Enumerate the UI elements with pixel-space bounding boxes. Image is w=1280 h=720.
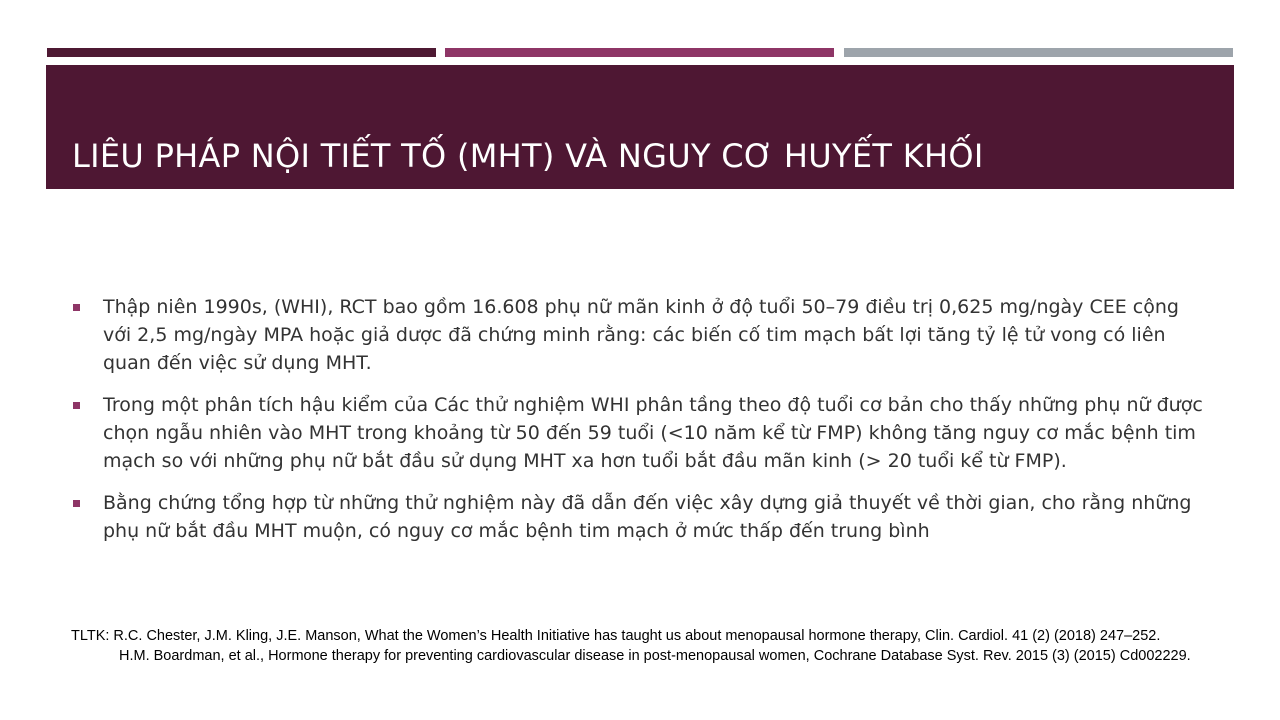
references <box>71 626 1211 666</box>
accent-bar-dark <box>47 48 436 57</box>
accent-bar-gray <box>844 48 1233 57</box>
bullet-text: Thập niên 1990s, (WHI), RCT bao gồm 16.608 phụ nữ mãn kinh ở độ tuổi 50–79 điều trị 0,625 mg/ngày CEE cộng với 2,5 mg/ngày MPA hoặc giả dược đã chứng minh rằng: các biến cố tim mạch bất lợi tăng tỷ lệ tử vong có liên quan đến việc sử dụng MHT. <box>103 296 1179 374</box>
bullet-list <box>72 293 1212 559</box>
reference-2: H.M. Boardman, et al., Hormone therapy for preventing cardiovascular disease in post-menopausal women, Cochrane Database Syst. Rev. 2015 (3) (2015) Cd002229. <box>119 648 1191 664</box>
bullet-item <box>72 293 1212 377</box>
bullet-text: Trong một phân tích hậu kiểm của Các thử nghiệm WHI phân tầng theo độ tuổi cơ bản cho thấy những phụ nữ được chọn ngẫu nhiên vào MHT trong khoảng từ 50 đến 59 tuổi (<10 năm kể từ FMP) không tăng nguy cơ mắc bệnh tim mạch so với những phụ nữ bắt đầu sử dụng MHT xa hơn tuổi bắt đầu mãn kinh (> 20 tuổi kể từ FMP). <box>103 394 1203 472</box>
square-bullet-icon <box>73 304 80 311</box>
slide-title: LIÊU PHÁP NỘI TIẾT TỐ (MHT) VÀ NGUY CƠ HUYẾT KHỐI <box>72 137 984 175</box>
square-bullet-icon <box>73 500 80 507</box>
bullet-item <box>72 489 1212 545</box>
accent-bar-magenta <box>445 48 834 57</box>
bullet-text: Bằng chứng tổng hợp từ những thử nghiệm này đã dẫn đến việc xây dựng giả thuyết về thời gian, cho rằng những phụ nữ bắt đầu MHT muộn, có nguy cơ mắc bệnh tim mạch ở mức thấp đến trung bình <box>103 492 1192 542</box>
title-band <box>46 65 1234 189</box>
reference-1: TLTK: R.C. Chester, J.M. Kling, J.E. Manson, What the Women’s Health Initiative has taught us about menopausal hormone therapy, Clin. Cardiol. 41 (2) (2018) 247–252. <box>71 628 1161 644</box>
square-bullet-icon <box>73 402 80 409</box>
bullet-item <box>72 391 1212 475</box>
